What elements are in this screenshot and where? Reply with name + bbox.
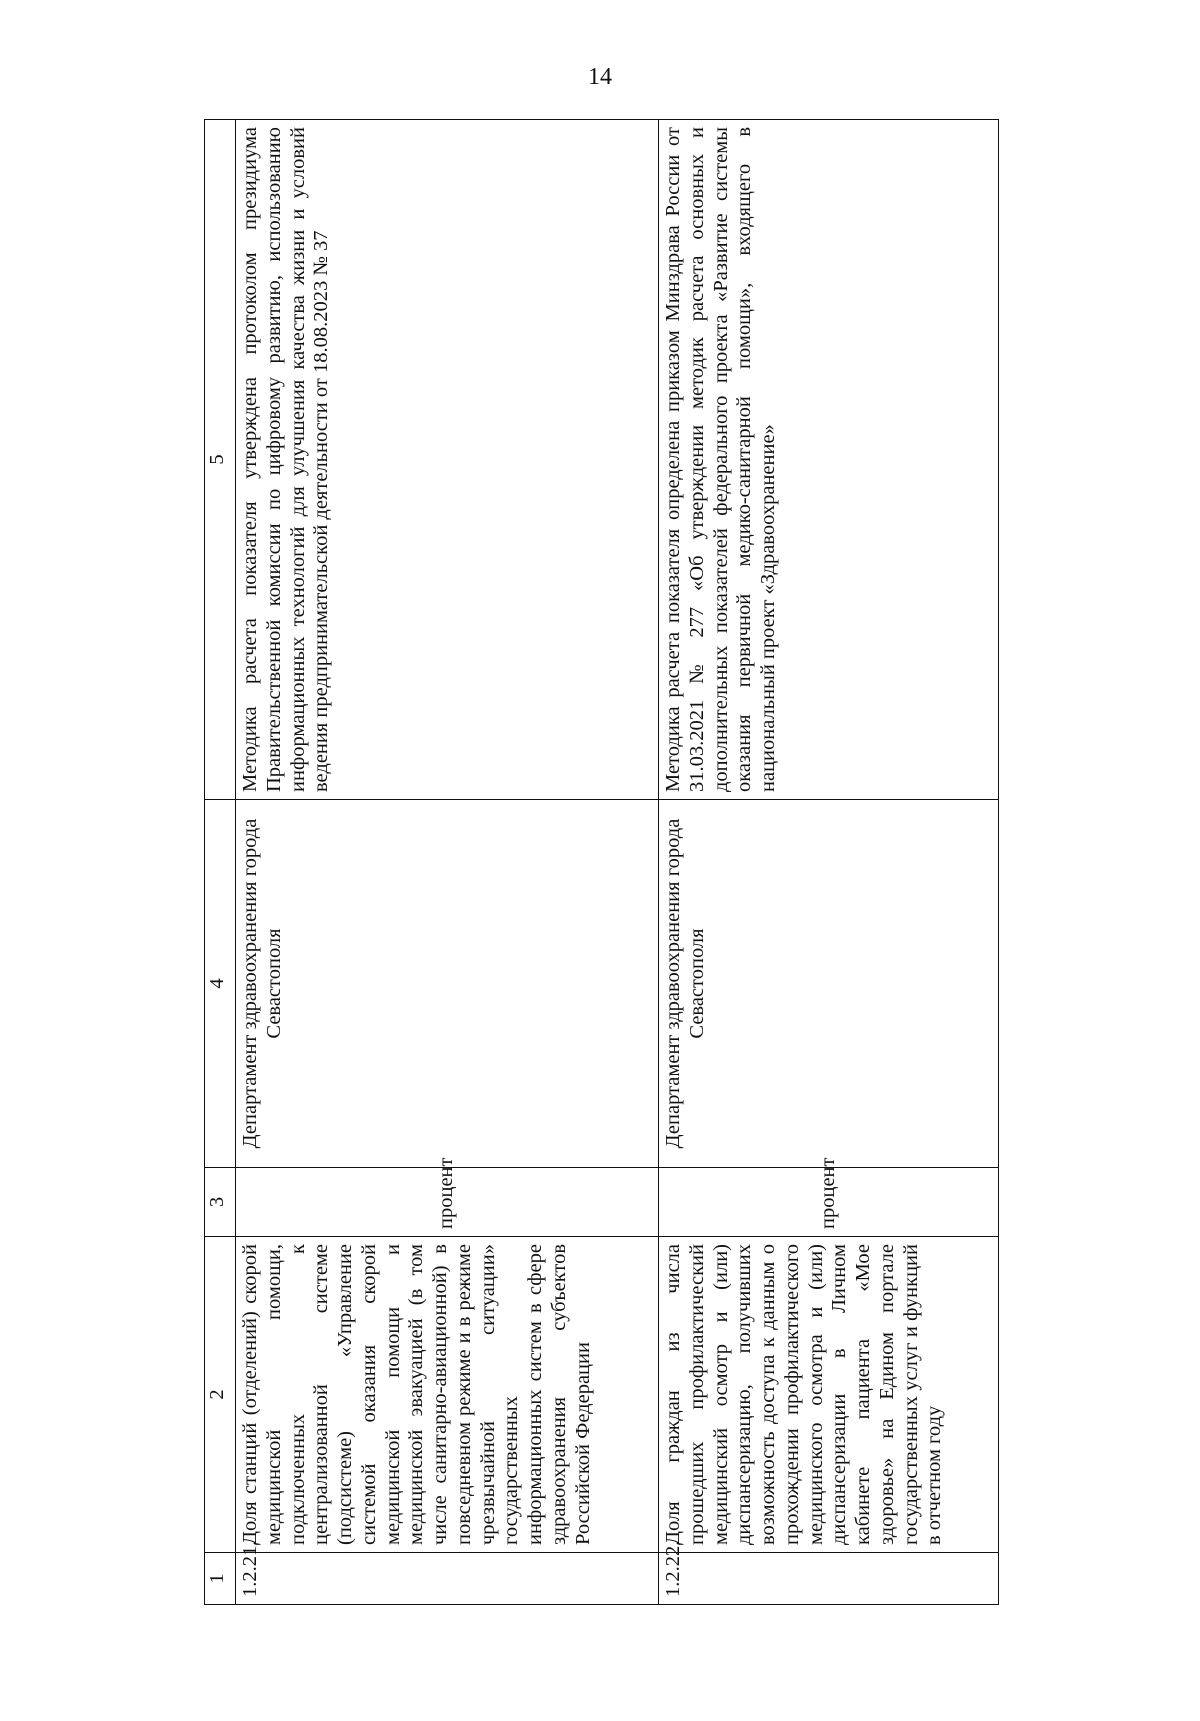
row-number: 1.2.22. bbox=[658, 1553, 998, 1605]
indicators-table bbox=[204, 119, 999, 1605]
header-col-2: 2 bbox=[205, 1237, 236, 1553]
indicators-table-wrapper bbox=[204, 120, 999, 1605]
indicator-unit: процент bbox=[236, 1168, 659, 1237]
indicator-method: Методика расчета показателя утверждена протоколом президиума Правительственной комиссии по цифровому развитию, использованию информационных технологий для улучшения качества жизни и условий ведения предпринимательской деятельности от 18.08.2023 № 37 bbox=[236, 120, 659, 800]
header-col-5: 5 bbox=[205, 120, 236, 800]
header-col-4: 4 bbox=[205, 800, 236, 1168]
indicator-responsible: Департамент здравоохранения города Севастополя bbox=[658, 800, 998, 1168]
table-header-row bbox=[205, 120, 236, 1605]
row-number: 1.2.21. bbox=[236, 1553, 659, 1605]
page-number: 14 bbox=[588, 64, 612, 90]
indicator-name: Доля станций (отделений) скорой медицинской помощи, подключенных к централизованной системе (подсистеме) «Управление системой оказания скорой медицинской помощи и медицинской эвакуацией (в том числе санитарно-авиационной) в повседневном режиме и в режиме чрезвычайной ситуации» государственных информационных систем в сфере здравоохранения субъектов Российской Федерации bbox=[236, 1237, 659, 1553]
header-col-3: 3 bbox=[205, 1168, 236, 1237]
indicator-unit: процент bbox=[658, 1168, 998, 1237]
indicator-name: Доля граждан из числа прошедших профилактический медицинский осмотр и (или) диспансеризацию, получивших возможность доступа к данным о прохождении профилактического медицинского осмотра и (или) диспансеризации в Личном кабинете пациента «Мое здоровье» на Едином портале государственных услуг и функций в отчетном году bbox=[658, 1237, 998, 1553]
indicator-responsible: Департамент здравоохранения города Севастополя bbox=[236, 800, 659, 1168]
table-row bbox=[658, 120, 998, 1605]
header-col-1: 1 bbox=[205, 1553, 236, 1605]
table-row bbox=[236, 120, 659, 1605]
indicator-method: Методика расчета показателя определена приказом Минздрава России от 31.03.2021 № 277 «Об утверждении методик расчета основных и дополнительных показателей федерального проекта «Развитие системы оказания первичной медико-санитарной помощи», входящего в национальный проект «Здравоохранение» bbox=[658, 120, 998, 800]
